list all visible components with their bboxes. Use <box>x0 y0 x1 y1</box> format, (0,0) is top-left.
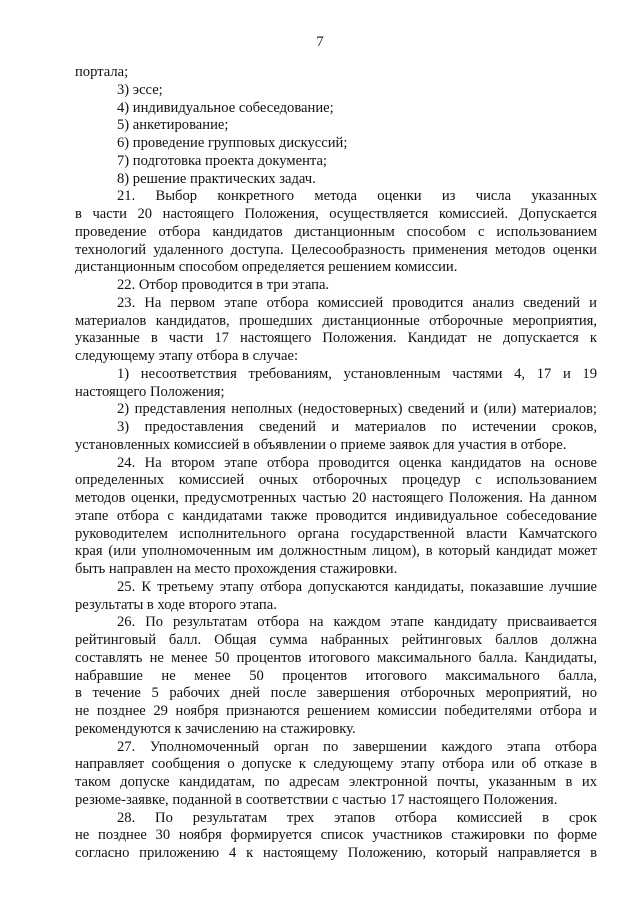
text-line: портала; <box>75 64 129 80</box>
text-line: согласно приложению 4 к настоящему Положению, который направляется в <box>75 845 597 861</box>
text-line: в течение 5 рабочих дней после завершения отборочных мероприятий, но <box>75 685 597 702</box>
text-line: рейтинговый балл. Общая сумма набранных рейтинговых баллов должна <box>75 632 597 648</box>
text-line: руководителем исполнительного органа государственной власти Камчатского <box>75 525 597 542</box>
text-line: установленных комиссией в объявлении о приеме заявок для участия в отборе. <box>75 436 567 453</box>
text-line: рекомендуются к зачислению на стажировку. <box>75 720 356 737</box>
document-body <box>75 64 597 863</box>
text-line: 3) предоставления сведений и материалов по истечении сроков, <box>117 419 597 435</box>
text-line: 3) эссе; <box>117 81 163 98</box>
text-line: 24. На втором этапе отбора проводится оценка кандидатов на основе <box>117 454 597 471</box>
text-line: 23. На первом этапе отбора комиссией проводится анализ сведений и <box>117 294 597 311</box>
text-line: материалов кандидатов, прошедших дистанционные отборочные мероприятия, <box>75 312 597 329</box>
text-line: 28. По результатам трех этапов отбора комиссией в срок <box>117 809 597 826</box>
text-line: в части 20 настоящего Положения, осуществляется комиссией. Допускается <box>75 206 597 222</box>
text-line: 22. Отбор проводится в три этапа. <box>117 277 330 293</box>
text-line: проведение отбора кандидатов дистанционным способом с использованием <box>75 223 597 240</box>
text-line: этапе отбора с кандидатами также проводится индивидуальное собеседование <box>75 507 597 524</box>
text-line: методов оценки, предусмотренных частью 20 настоящего Положения. На данном <box>75 490 597 506</box>
text-line: настоящего Положения; <box>75 383 225 400</box>
text-line: таком допуске кандидатам, по адресам электронной почты, указанным в их <box>75 774 597 790</box>
text-line: 25. К третьему этапу отбора допускаются кандидаты, показавшие лучшие <box>117 578 597 595</box>
page-number: 7 <box>316 34 324 50</box>
text-line: резюме-заявке, поданной в соответствии с частью 17 настоящего Положения. <box>75 791 558 808</box>
text-line: технологий удаленного доступа. Целесообразность применения методов оценки <box>75 241 597 258</box>
text-line: 26. По результатам отбора на каждом этапе кандидату присваивается <box>117 614 597 631</box>
text-line: 2) представления неполных (недостоверных) сведений и (или) материалов; <box>117 401 597 418</box>
text-line: 6) проведение групповых дискуссий; <box>117 135 348 151</box>
text-line: 27. Уполномоченный орган по завершении каждого этапа отбора <box>117 738 597 755</box>
text-line: 7) подготовка проекта документа; <box>117 152 327 169</box>
text-line: 21. Выбор конкретного метода оценки из числа указанных <box>117 188 597 205</box>
text-line: следующему этапу отбора в случае: <box>75 348 298 364</box>
text-line: 1) несоответствия требованиям, установленным частями 4, 17 и 19 <box>117 365 597 382</box>
text-line: дистанционным способом определяется решением комиссии. <box>75 259 458 276</box>
text-line: не позднее 29 ноября признаются решением комиссии победителями отбора и <box>75 703 597 719</box>
text-line: 5) анкетирование; <box>117 117 229 134</box>
text-line: составлять не менее 50 процентов итогового максимального балла. Кандидаты, <box>75 649 597 666</box>
text-line: 8) решение практических задач. <box>117 170 316 187</box>
text-line: не позднее 30 ноября формируется список участников стажировки по форме <box>75 827 597 844</box>
text-line: быть направлен на место прохождения стажировки. <box>75 561 398 577</box>
text-line: направляет сообщения о допуске к следующему этапу отбора или об отказе в <box>75 756 597 773</box>
text-line: результаты в ходе второго этапа. <box>75 596 277 613</box>
text-line: края (или уполномоченным им должностным лицом), в который кандидат может <box>75 543 597 560</box>
text-line: 4) индивидуальное собеседование; <box>117 99 334 116</box>
text-line: определенных комиссией очных отборочных процедур с использованием <box>75 472 597 489</box>
text-line: указанные в части 17 настоящего Положения. Кандидат не допускается к <box>75 330 597 347</box>
text-line: набравшие не менее 50 процентов итогового максимального балла, <box>75 667 597 684</box>
